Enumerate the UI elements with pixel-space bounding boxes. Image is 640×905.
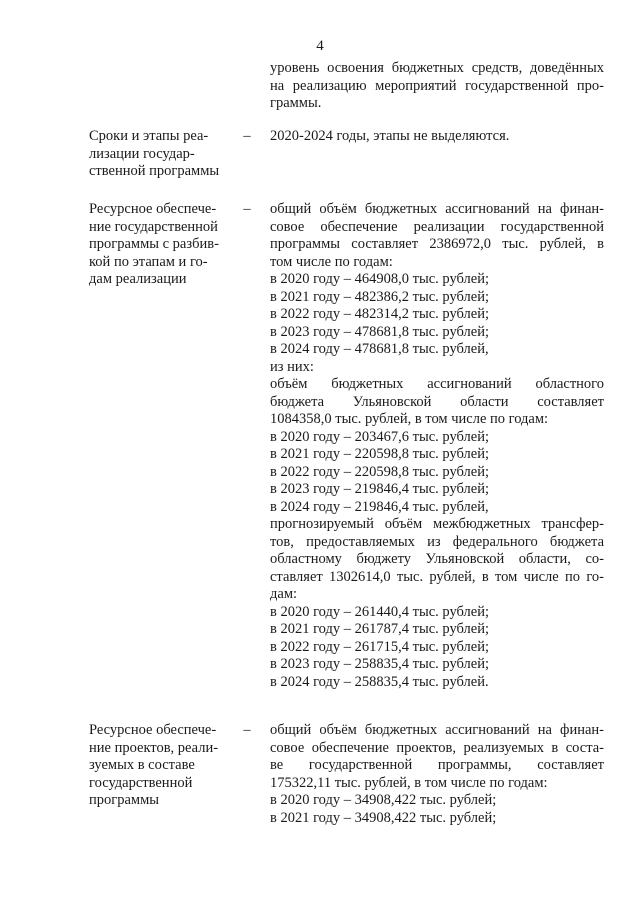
text-line: совое обеспечение реализации государственной — [270, 218, 604, 235]
label-program-resources — [89, 201, 229, 289]
year-line: в 2023 году – 258835,4 тыс. рублей; — [270, 656, 490, 672]
page-number: 4 — [316, 38, 324, 54]
label-line: программы — [89, 792, 159, 808]
year-line: в 2020 году – 464908,0 тыс. рублей; — [270, 271, 490, 287]
text-line: совое обеспечение проектов, реализуемых в соста- — [270, 739, 604, 756]
text-line: том числе по годам: — [270, 253, 393, 270]
text-line: прогнозируемый объём межбюджетных трансфер- — [270, 516, 604, 532]
text-line: тов, предоставляемых из федерального бюджета — [270, 533, 604, 550]
year-line: в 2024 году – 478681,8 тыс. рублей, — [270, 341, 489, 357]
text-line: общий объём бюджетных ассигнований на финан- — [270, 201, 604, 217]
year-line: в 2020 году – 34908,422 тыс. рублей; — [270, 792, 497, 808]
text-line: дам: — [270, 586, 298, 602]
text-line: на реализацию мероприятий государственной про- — [270, 77, 604, 94]
label-line: Сроки и этапы реа- — [89, 128, 209, 144]
text-line: уровень освоения бюджетных средств, доведённых — [270, 60, 604, 76]
year-line: в 2021 году – 34908,422 тыс. рублей; — [270, 809, 497, 826]
program-resources-text — [270, 201, 604, 691]
row-dash: – — [243, 128, 251, 144]
label-line: ственной программы — [89, 163, 220, 179]
year-line: в 2023 году – 478681,8 тыс. рублей; — [270, 323, 490, 340]
year-line: в 2023 году – 219846,4 тыс. рублей; — [270, 481, 490, 497]
text-line: программы составляет 2386972,0 тыс. рублей, в — [270, 236, 604, 252]
year-line: в 2024 году – 219846,4 тыс. рублей, — [270, 498, 489, 515]
project-resources-text — [270, 722, 604, 827]
text-line: ве государственной программы, составляет — [270, 757, 604, 773]
text-line: областному бюджету Ульяновской области, со- — [270, 551, 604, 567]
row-dash: – — [243, 201, 251, 217]
terms-text — [270, 128, 604, 146]
year-line: в 2020 году – 203467,6 тыс. рублей; — [270, 428, 490, 445]
year-line: в 2020 году – 261440,4 тыс. рублей; — [270, 603, 490, 620]
text-line: 175322,11 тыс. рублей, в том числе по годам: — [270, 774, 548, 791]
label-line: ние государственной — [89, 218, 218, 235]
row-dash: – — [243, 722, 251, 738]
text-line: общий объём бюджетных ассигнований на финан- — [270, 722, 604, 738]
label-line: зуемых в составе — [89, 757, 195, 773]
year-line: в 2022 году – 220598,8 тыс. рублей; — [270, 463, 490, 480]
year-line: в 2021 году – 220598,8 тыс. рублей; — [270, 446, 490, 462]
label-line: Ресурсное обеспече- — [89, 722, 217, 738]
continuation-paragraph — [270, 60, 604, 113]
text-line: 1084358,0 тыс. рублей, в том числе по годам: — [270, 411, 549, 427]
year-line: в 2022 году – 482314,2 тыс. рублей; — [270, 306, 490, 322]
label-line: государственной — [89, 774, 193, 791]
label-line: кой по этапам и го- — [89, 253, 208, 270]
year-line: в 2024 году – 258835,4 тыс. рублей. — [270, 673, 489, 690]
text-line: бюджета Ульяновской области составляет — [270, 393, 604, 410]
text-line: 2020-2024 годы, этапы не выделяются. — [270, 128, 510, 144]
label-project-resources — [89, 722, 229, 810]
text-line: ставляет 1302614,0 тыс. рублей, в том числе по го- — [270, 568, 604, 585]
label-line: ние проектов, реали- — [89, 739, 219, 756]
text-line: граммы. — [270, 95, 322, 111]
label-line: лизации государ- — [89, 145, 195, 162]
text-line: из них: — [270, 358, 314, 375]
label-line: программы с разбив- — [89, 236, 219, 252]
year-line: в 2022 году – 261715,4 тыс. рублей; — [270, 638, 490, 655]
year-line: в 2021 году – 482386,2 тыс. рублей; — [270, 288, 490, 305]
text-line: объём бюджетных ассигнований областного — [270, 376, 604, 392]
label-line: дам реализации — [89, 271, 187, 287]
year-line: в 2021 году – 261787,4 тыс. рублей; — [270, 621, 490, 637]
label-line: Ресурсное обеспече- — [89, 201, 217, 217]
label-terms — [89, 128, 229, 181]
